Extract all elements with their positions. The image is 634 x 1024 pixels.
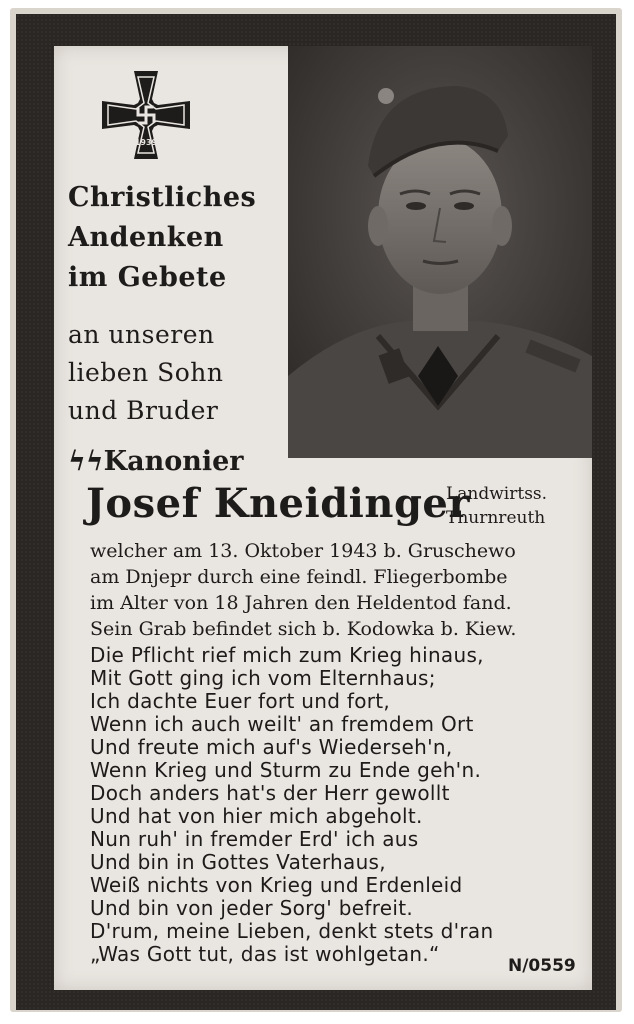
soldier-portrait-photo xyxy=(288,46,592,458)
poem-line-1: Die Pflicht rief mich zum Krieg hinaus, xyxy=(90,643,484,667)
poem-line-13: D'rum, meine Lieben, denkt stets d'ran xyxy=(90,919,494,943)
heading-line-1: Christliches xyxy=(68,182,257,213)
print-code: N/0559 xyxy=(508,956,576,976)
poem-line-7: Doch anders hat's der Herr gewollt xyxy=(90,781,450,805)
heading-line-3: im Gebete xyxy=(68,262,227,293)
occupation-line: Landwirtss. xyxy=(446,484,548,504)
poem-line-2: Mit Gott ging ich vom Elternhaus; xyxy=(90,666,436,690)
cross-year: 1939 xyxy=(134,138,158,147)
hometown-line: Thurnreuth xyxy=(446,508,546,528)
rank-title: ϟϟKanonier xyxy=(68,446,244,477)
deceased-name: Josef Kneidinger xyxy=(86,480,470,527)
poem-line-4: Wenn ich auch weilt' an fremdem Ort xyxy=(90,712,474,736)
heading-line-2: Andenken xyxy=(68,222,224,253)
poem-line-12: Und bin von jeder Sorg' befreit. xyxy=(90,896,414,920)
intro-line-1: an unseren xyxy=(68,320,215,349)
poem-line-5: Und freute mich auf's Wiederseh'n, xyxy=(90,735,453,759)
poem-line-9: Nun ruh' in fremder Erd' ich aus xyxy=(90,827,419,851)
death-line-3: im Alter von 18 Jahren den Heldentod fand. xyxy=(90,592,512,614)
poem-line-11: Weiß nichts von Krieg und Erdenleid xyxy=(90,873,463,897)
poem-line-6: Wenn Krieg und Sturm zu Ende geh'n. xyxy=(90,758,482,782)
death-line-4: Sein Grab befindet sich b. Kodowka b. Kiew. xyxy=(90,618,517,640)
iron-cross-icon xyxy=(100,69,192,161)
death-line-1: welcher am 13. Oktober 1943 b. Gruschewo xyxy=(90,540,516,562)
poem-line-8: Und hat von hier mich abgeholt. xyxy=(90,804,423,828)
death-line-2: am Dnjepr durch eine feindl. Fliegerbombe xyxy=(90,566,508,588)
poem-line-3: Ich dachte Euer fort und fort, xyxy=(90,689,391,713)
poem-line-10: Und bin in Gottes Vaterhaus, xyxy=(90,850,386,874)
poem-line-14: „Was Gott tut, das ist wohlgetan.“ xyxy=(90,942,440,966)
intro-line-3: und Bruder xyxy=(68,396,219,425)
intro-line-2: lieben Sohn xyxy=(68,358,224,387)
